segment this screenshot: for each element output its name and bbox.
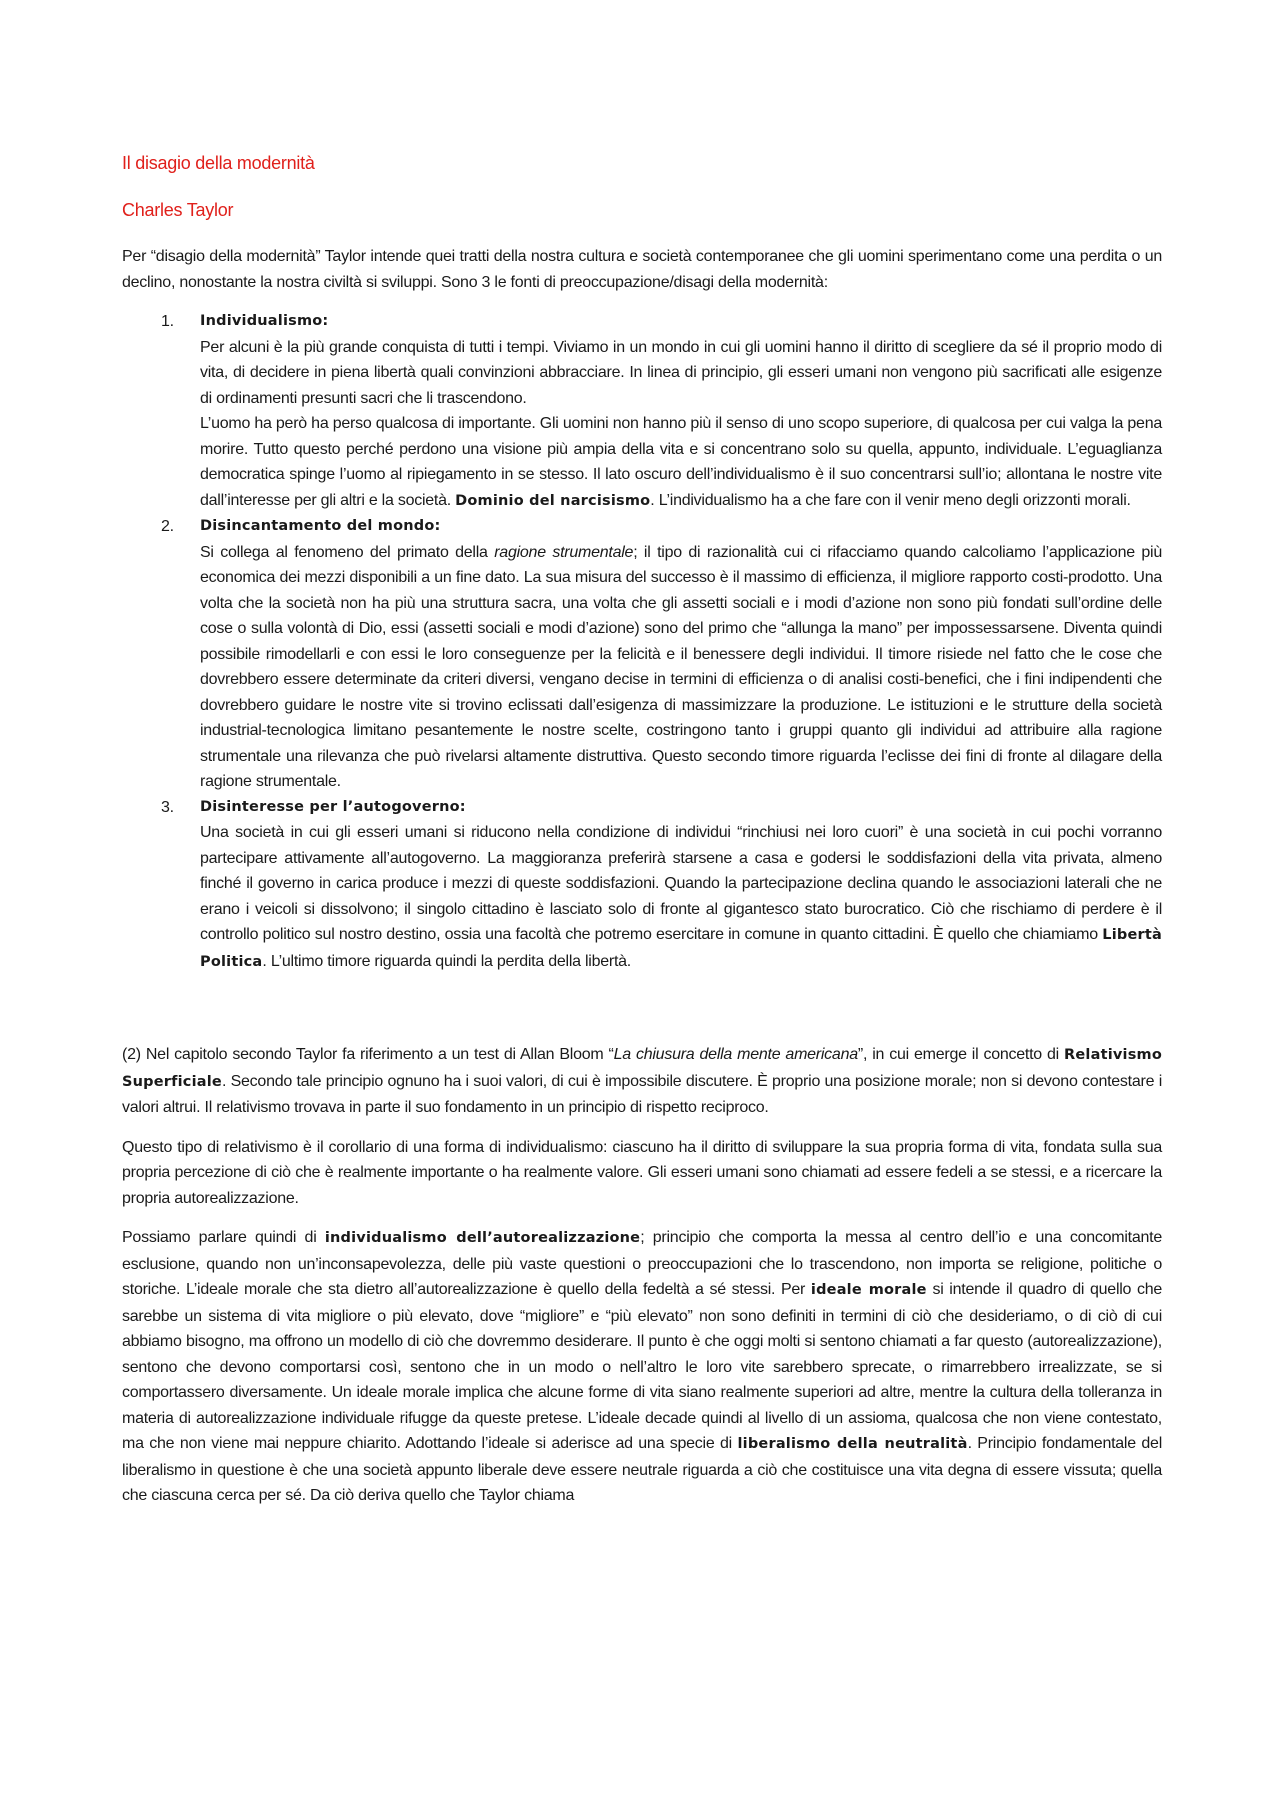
relativism-paragraph: Questo tipo di relativismo è il corollario di una forma di individualismo: ciascuno ha il diritto di sviluppare la sua propria forma di vita, fondata sulla sua propria percezione di ciò che è realmente importante o ha realmente valore. Gli esseri umani sono chiamati ad essere fedeli a se stessi, e a ricercare la propria autorealizzazione. [122, 1138, 1162, 1207]
text-run: ”, in cui emerge il concetto di [857, 1046, 1065, 1063]
bloom-paragraph [122, 1042, 1162, 1121]
list-item [122, 309, 1162, 514]
text-run: (2) Nel capitolo secondo Taylor fa riferimento a un test di Allan Bloom “ [122, 1046, 614, 1063]
bold-term: individualismo dell’autorealizzazione [324, 1230, 641, 1246]
text-run: Si collega al fenomeno del primato della [200, 543, 495, 561]
text-run: L’uomo ha però ha perso qualcosa di importante. Gli uomini non hanno più il senso di uno scopo superiore, di qualcosa per cui valga la pena morire. Tutto questo perché perdono una visione più ampia della vita e si concentrano solo su quella, appunto, individuale. L’eguaglianza democratica spinge l’uomo al ripiegamento in se stesso. Il lato oscuro dell’individualismo è il suo concentrarsi sull’io; allontana le nostre vite dall’interesse per gli altri e la società. [200, 415, 1162, 509]
italic-term: ragione strumentale [494, 543, 634, 561]
bold-term: Relativismo Superficiale [122, 1047, 1163, 1090]
document-author: Charles Taylor [122, 200, 234, 220]
list-item-title: Individualismo: [200, 313, 329, 329]
text-run: ; il tipo di razionalità cui ci rifacciamo quando calcoliamo l’applicazione più economica dei mezzi disponibili a un fine dato. La sua misura del successo è il massimo di efficienza, il migliore rapporto costi-prodotto. Una volta che la società non ha più una struttura sacra, una volta che gli assetti sociali e i modi d’azione non sono più fondati sull’ordine delle cose o sulla volontà di Dio, essi (assetti sociali e modi d’azione) sono del primo che “allunga la mano” per impossessarsene. Diventa quindi possibile rimodellarli e con essi le loro conseguenze per la felicità e il benessere degli individui. Il timore risiede nel fatto che le cose che dovrebbero essere determinate da criteri diversi, vengano decise in termini di efficienza o di analisi costi-benefici, che i fini indipendenti che dovrebbero guidare le nostre vite si trovino eclissati dall’esigenza di massimizzare la produzione. Le istituzioni e le strutture della società industrial-tecnologica limitano pesantemente le nostre scelte, costringono tanto i gruppi quanto gli individui ad attribuire alla ragione strumentale una rilevanza che può rivelarsi altamente distruttiva. Questo secondo timore riguarda l’eclisse dei fini di fronte al dilagare della ragione strumentale. [200, 543, 1163, 790]
document-page [122, 150, 1162, 1509]
list-item [122, 795, 1162, 976]
text-run: ; principio che comporta la messa al centro dell’io e una concomitante esclusione, quando non un’inconsapevolezza, delle più vaste questioni o preoccupazioni che lo trascendono, non importa se religione, politiche o storiche. L’ideale morale che sta dietro all’autorealizzazione è quello della fedeltà a sé stessi. Per [122, 1229, 1162, 1298]
list-item-paragraph: Per alcuni è la più grande conquista di tutti i tempi. Viviamo in un mondo in cui gli uomini hanno il diritto di scegliere da sé il proprio modo di vita, di decidere in piena libertà quali convinzioni abbracciare. In linea di principio, gli esseri umani non vengono più sacrificati alle esigenze di ordinamenti presunti sacri che li trascendono. [200, 338, 1162, 407]
bold-term: Dominio del narcisismo [455, 492, 651, 509]
text-run: si intende il quadro di quello che sarebbe un sistema di vita migliore o più elevato, dove “migliore” e “più elevato” non sono definiti in termini di ciò che desideriamo, o di ciò di cui abbiamo bisogno, ma offrono un modello di ciò che dovremmo desiderare. Il punto è che oggi molti si sentono chiamati a far questo (autorealizzazione), sentono che devono comportarsi così, sentono che in un modo o nell’altro le loro vite sarebbero sprecate, o rimarrebbero irrealizzate, se si comportassero diversamente. Un ideale morale implica che alcune forme di vita siano realmente superiori ad altre, mentre la cultura della tolleranza in materia di autorealizzazione individuale rifugge da queste pretese. L’ideale decade quindi al livello di un assioma, qualcosa che non viene contestato, ma che non viene mai neppure chiarito. Adottando l’ideale si aderisce ad una specie di [122, 1281, 1163, 1452]
list-item-paragraph [200, 411, 1162, 514]
bold-term: liberalismo della neutralità [737, 1436, 968, 1452]
intro-paragraph: Per “disagio della modernità” Taylor intende quei tratti della nostra cultura e società contemporanee che gli uomini sperimentano come una perdita o un declino, nonostante la nostra civiltà si sviluppi. Sono 3 le fonti di preoccupazione/disagi della modernità: [122, 248, 1162, 291]
text-run: . L’ultimo timore riguarda quindi la perdita della libertà. [262, 952, 631, 970]
list-item [122, 514, 1162, 795]
list-number: 3. [161, 798, 174, 816]
numbered-list [122, 309, 1162, 975]
list-item-paragraph [200, 540, 1162, 795]
bold-term: ideale morale [810, 1282, 927, 1298]
list-item-title: Disinteresse per l’autogoverno: [200, 798, 466, 815]
list-item-title: Disincantamento del mondo: [200, 518, 441, 534]
document-title: Il disagio della modernità [122, 153, 315, 173]
text-run: . Secondo tale principio ognuno ha i suoi valori, di cui è impossibile discutere. È proprio una posizione morale; non si devono contestare i valori altrui. Il relativismo trovava in parte il suo fondamento in un principio di rispetto reciproco. [122, 1072, 1162, 1116]
self-realization-paragraph [122, 1225, 1162, 1509]
list-number: 2. [161, 518, 174, 535]
text-run: Una società in cui gli esseri umani si riducono nella condizione di individui “rinchiusi nei loro cuori” è una società in cui pochi vorranno partecipare attivamente all’autogoverno. La maggioranza preferirà starsene a casa e godersi le soddisfazioni della vita privata, almeno finché il governo in carica produce i mezzi di queste soddisfazioni. Quando la partecipazione declina quando le associazioni laterali che ne erano i veicoli si dissolvono; il singolo cittadino è lasciato solo di fronte al gigantesco stato burocratico. Ciò che rischiamo di perdere è il controllo politico sul nostro destino, ossia una facoltà che potremo esercitare in comune in quanto cittadini. È quello che chiamiamo [200, 824, 1162, 943]
bold-term: Libertà Politica [200, 927, 1162, 970]
text-run: . L’individualismo ha a che fare con il venir meno degli orizzonti morali. [650, 491, 1131, 509]
italic-term: La chiusura della mente americana [613, 1046, 858, 1063]
list-number: 1. [161, 313, 174, 330]
text-run: Possiamo parlare quindi di [122, 1229, 325, 1246]
list-item-paragraph [200, 820, 1162, 975]
text-run: . Principio fondamentale del liberalismo in questione è che una società appunto liberale deve essere neutrale riguarda a ciò che costituisce una vita degna di essere vissuta; quella che ciascuna cerca per sé. Da ciò deriva quello che Taylor chiama [122, 1435, 1163, 1504]
